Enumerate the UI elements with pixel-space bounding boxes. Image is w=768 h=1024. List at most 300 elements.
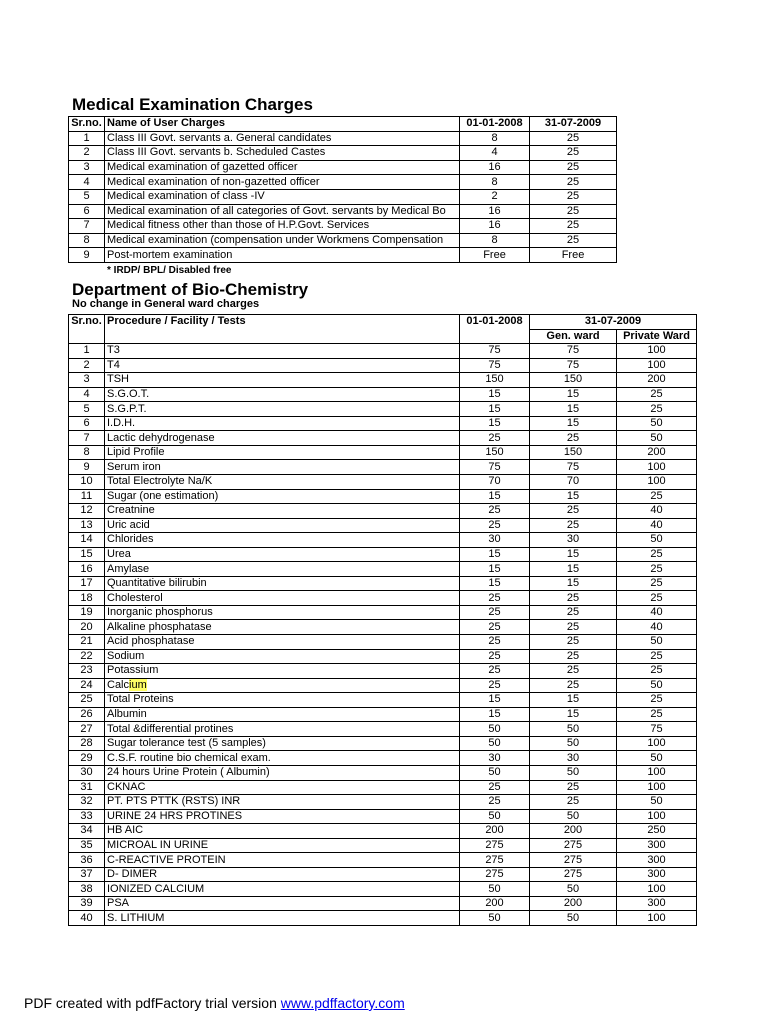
rate-2008-cell: 200 <box>460 896 530 911</box>
test-name-cell: Serum iron <box>105 460 460 475</box>
rate-2008-cell: 150 <box>460 373 530 388</box>
table-row <box>69 707 697 722</box>
sr-no-cell: 24 <box>69 678 105 693</box>
table-row <box>69 896 697 911</box>
table-row <box>69 678 697 693</box>
rate-2009-cell: 25 <box>530 160 617 175</box>
rate-2008-cell: 25 <box>460 431 530 446</box>
gen-ward-rate-cell: 25 <box>530 780 617 795</box>
test-name-cell: URINE 24 HRS PROTINES <box>105 809 460 824</box>
gen-ward-rate-cell: 25 <box>530 620 617 635</box>
table-row <box>69 358 697 373</box>
header-date-2008: 01-01-2008 <box>460 315 530 344</box>
charge-name-cell: Medical examination (compensation under Workmens Compensation <box>105 233 460 248</box>
gen-ward-rate-cell: 15 <box>530 547 617 562</box>
rate-2008-cell: 30 <box>460 751 530 766</box>
table-row <box>69 248 617 263</box>
rate-2008-cell: 50 <box>460 736 530 751</box>
gen-ward-rate-cell: 25 <box>530 431 617 446</box>
rate-2008-cell: 25 <box>460 649 530 664</box>
gen-ward-rate-cell: 25 <box>530 795 617 810</box>
private-ward-rate-cell: 40 <box>617 504 697 519</box>
sr-no-cell: 12 <box>69 504 105 519</box>
table-row <box>69 867 697 882</box>
test-name-cell: Sugar (one estimation) <box>105 489 460 504</box>
sr-no-cell: 6 <box>69 416 105 431</box>
table-row <box>69 131 617 146</box>
rate-2008-cell: 50 <box>460 722 530 737</box>
charge-name-cell: Class III Govt. servants a. General candidates <box>105 131 460 146</box>
test-name-cell: Potassium <box>105 664 460 679</box>
table-row <box>69 445 697 460</box>
table-row <box>69 780 697 795</box>
biochemistry-title: Department of Bio-Chemistry <box>72 280 309 299</box>
gen-ward-rate-cell: 15 <box>530 693 617 708</box>
table-header-row <box>69 117 617 132</box>
charge-name-cell: Medical examination of non-gazetted officer <box>105 175 460 190</box>
table-row <box>69 809 697 824</box>
table-row <box>69 736 697 751</box>
private-ward-rate-cell: 50 <box>617 751 697 766</box>
sr-no-cell: 35 <box>69 838 105 853</box>
sr-no-cell: 9 <box>69 248 105 263</box>
sr-no-cell: 5 <box>69 189 105 204</box>
private-ward-rate-cell: 40 <box>617 620 697 635</box>
table-row <box>69 751 697 766</box>
rate-2008-cell: 8 <box>460 175 530 190</box>
private-ward-rate-cell: 100 <box>617 911 697 926</box>
biochemistry-subtitle: No change in General ward charges <box>72 298 260 310</box>
test-name-cell: PSA <box>105 896 460 911</box>
test-name-cell: I.D.H. <box>105 416 460 431</box>
charge-name-cell: Medical examination of all categories of Govt. servants by Medical Bo <box>105 204 460 219</box>
table-row <box>69 911 697 926</box>
gen-ward-rate-cell: 30 <box>530 751 617 766</box>
rate-2009-cell: 25 <box>530 219 617 234</box>
private-ward-rate-cell: 50 <box>617 635 697 650</box>
test-name-cell: Alkaline phosphatase <box>105 620 460 635</box>
private-ward-rate-cell: 50 <box>617 678 697 693</box>
private-ward-rate-cell: 100 <box>617 765 697 780</box>
gen-ward-rate-cell: 25 <box>530 664 617 679</box>
rate-2008-cell: 16 <box>460 160 530 175</box>
table-row <box>69 591 697 606</box>
rate-2008-cell: 8 <box>460 131 530 146</box>
table-row <box>69 146 617 161</box>
table-row <box>69 504 697 519</box>
header-date-2008: 01-01-2008 <box>460 117 530 132</box>
table-row <box>69 664 697 679</box>
rate-2008-cell: 15 <box>460 489 530 504</box>
test-name-cell: Lactic dehydrogenase <box>105 431 460 446</box>
test-name-cell: T4 <box>105 358 460 373</box>
private-ward-rate-cell: 25 <box>617 547 697 562</box>
gen-ward-rate-cell: 25 <box>530 678 617 693</box>
rate-2008-cell: 15 <box>460 576 530 591</box>
test-name-cell <box>105 678 460 693</box>
sr-no-cell: 10 <box>69 475 105 490</box>
sr-no-cell: 8 <box>69 445 105 460</box>
table-row <box>69 489 697 504</box>
private-ward-rate-cell: 100 <box>617 475 697 490</box>
table-row <box>69 824 697 839</box>
test-name-cell: Inorganic phosphorus <box>105 605 460 620</box>
sr-no-cell: 18 <box>69 591 105 606</box>
rate-2008-cell: 275 <box>460 853 530 868</box>
private-ward-rate-cell: 200 <box>617 445 697 460</box>
header-private-ward: Private Ward <box>617 329 697 344</box>
sr-no-cell: 2 <box>69 358 105 373</box>
header-date-2009: 31-07-2009 <box>530 315 697 330</box>
rate-2008-cell: 75 <box>460 358 530 373</box>
rate-2008-cell: 200 <box>460 824 530 839</box>
medical-charges-title: Medical Examination Charges <box>72 95 313 114</box>
sr-no-cell: 15 <box>69 547 105 562</box>
gen-ward-rate-cell: 50 <box>530 722 617 737</box>
sr-no-cell: 20 <box>69 620 105 635</box>
gen-ward-rate-cell: 25 <box>530 605 617 620</box>
test-name-cell: Sodium <box>105 649 460 664</box>
table-header-row <box>69 315 697 330</box>
charge-name-cell: Medical fitness other than those of H.P.Govt. Services <box>105 219 460 234</box>
table-row <box>69 853 697 868</box>
table-row <box>69 649 697 664</box>
gen-ward-rate-cell: 25 <box>530 635 617 650</box>
sr-no-cell: 30 <box>69 765 105 780</box>
table-row <box>69 431 697 446</box>
table-row <box>69 635 697 650</box>
test-name-cell: Total Proteins <box>105 693 460 708</box>
gen-ward-rate-cell: 150 <box>530 445 617 460</box>
rate-2008-cell: 50 <box>460 809 530 824</box>
rate-2008-cell: 16 <box>460 204 530 219</box>
sr-no-cell: 29 <box>69 751 105 766</box>
rate-2009-cell: 25 <box>530 175 617 190</box>
sr-no-cell: 34 <box>69 824 105 839</box>
gen-ward-rate-cell: 75 <box>530 358 617 373</box>
sr-no-cell: 1 <box>69 344 105 359</box>
private-ward-rate-cell: 100 <box>617 780 697 795</box>
rate-2009-cell: 25 <box>530 204 617 219</box>
test-name-cell: C.S.F. routine bio chemical exam. <box>105 751 460 766</box>
private-ward-rate-cell: 100 <box>617 736 697 751</box>
gen-ward-rate-cell: 50 <box>530 882 617 897</box>
private-ward-rate-cell: 300 <box>617 896 697 911</box>
test-name-cell: D- DIMER <box>105 867 460 882</box>
table-row <box>69 189 617 204</box>
rate-2008-cell: 25 <box>460 504 530 519</box>
table-row <box>69 402 697 417</box>
gen-ward-rate-cell: 25 <box>530 518 617 533</box>
rate-2008-cell: 25 <box>460 620 530 635</box>
test-name-cell: Uric acid <box>105 518 460 533</box>
gen-ward-rate-cell: 50 <box>530 736 617 751</box>
table-row <box>69 175 617 190</box>
table-row <box>69 765 697 780</box>
table-row <box>69 160 617 175</box>
rate-2008-cell: 30 <box>460 533 530 548</box>
footnote-free-categories: * IRDP/ BPL/ Disabled free <box>107 265 232 276</box>
test-name-cell: Urea <box>105 547 460 562</box>
private-ward-rate-cell: 50 <box>617 795 697 810</box>
header-date-2009: 31-07-2009 <box>530 117 617 132</box>
rate-2008-cell: 25 <box>460 664 530 679</box>
test-name-cell: 24 hours Urine Protein ( Albumin) <box>105 765 460 780</box>
pdf-footer <box>24 994 405 1012</box>
rate-2008-cell: 25 <box>460 780 530 795</box>
table-row <box>69 605 697 620</box>
sr-no-cell: 23 <box>69 664 105 679</box>
gen-ward-rate-cell: 25 <box>530 591 617 606</box>
table-row <box>69 562 697 577</box>
private-ward-rate-cell: 25 <box>617 649 697 664</box>
rate-2008-cell: 50 <box>460 882 530 897</box>
test-name-part: Calc <box>107 678 130 691</box>
private-ward-rate-cell: 25 <box>617 387 697 402</box>
rate-2008-cell: 75 <box>460 460 530 475</box>
rate-2008-cell: 275 <box>460 867 530 882</box>
sr-no-cell: 36 <box>69 853 105 868</box>
gen-ward-rate-cell: 50 <box>530 765 617 780</box>
private-ward-rate-cell: 25 <box>617 664 697 679</box>
test-name-cell: Albumin <box>105 707 460 722</box>
gen-ward-rate-cell: 15 <box>530 402 617 417</box>
table-row <box>69 722 697 737</box>
rate-2008-cell: Free <box>460 248 530 263</box>
gen-ward-rate-cell: 50 <box>530 911 617 926</box>
gen-ward-rate-cell: 15 <box>530 576 617 591</box>
private-ward-rate-cell: 25 <box>617 402 697 417</box>
sr-no-cell: 4 <box>69 387 105 402</box>
private-ward-rate-cell: 50 <box>617 533 697 548</box>
rate-2009-cell: 25 <box>530 233 617 248</box>
sr-no-cell: 32 <box>69 795 105 810</box>
test-name-cell: T3 <box>105 344 460 359</box>
footer-text: PDF created with pdfFactory trial version <box>24 995 281 1011</box>
rate-2008-cell: 15 <box>460 547 530 562</box>
pdffactory-link[interactable]: www.pdffactory.com <box>280 995 405 1011</box>
sr-no-cell: 40 <box>69 911 105 926</box>
private-ward-rate-cell: 25 <box>617 489 697 504</box>
test-name-cell: Amylase <box>105 562 460 577</box>
biochemistry-table <box>68 314 697 926</box>
rate-2008-cell: 50 <box>460 765 530 780</box>
sr-no-cell: 9 <box>69 460 105 475</box>
gen-ward-rate-cell: 15 <box>530 387 617 402</box>
sr-no-cell: 6 <box>69 204 105 219</box>
gen-ward-rate-cell: 70 <box>530 475 617 490</box>
private-ward-rate-cell: 50 <box>617 431 697 446</box>
rate-2009-cell: Free <box>530 248 617 263</box>
private-ward-rate-cell: 100 <box>617 344 697 359</box>
private-ward-rate-cell: 25 <box>617 591 697 606</box>
private-ward-rate-cell: 200 <box>617 373 697 388</box>
sr-no-cell: 38 <box>69 882 105 897</box>
gen-ward-rate-cell: 30 <box>530 533 617 548</box>
gen-ward-rate-cell: 275 <box>530 867 617 882</box>
test-name-cell: Chlorides <box>105 533 460 548</box>
sr-no-cell: 14 <box>69 533 105 548</box>
sr-no-cell: 33 <box>69 809 105 824</box>
sr-no-cell: 37 <box>69 867 105 882</box>
test-name-cell: Acid phosphatase <box>105 635 460 650</box>
table-row <box>69 219 617 234</box>
gen-ward-rate-cell: 275 <box>530 838 617 853</box>
header-sr-no: Sr.no. <box>69 315 105 344</box>
table-row <box>69 547 697 562</box>
test-name-cell: Quantitative bilirubin <box>105 576 460 591</box>
gen-ward-rate-cell: 25 <box>530 504 617 519</box>
private-ward-rate-cell: 25 <box>617 693 697 708</box>
sr-no-cell: 26 <box>69 707 105 722</box>
rate-2008-cell: 150 <box>460 445 530 460</box>
rate-2008-cell: 15 <box>460 402 530 417</box>
private-ward-rate-cell: 25 <box>617 562 697 577</box>
rate-2008-cell: 50 <box>460 911 530 926</box>
sr-no-cell: 2 <box>69 146 105 161</box>
private-ward-rate-cell: 250 <box>617 824 697 839</box>
gen-ward-rate-cell: 75 <box>530 460 617 475</box>
private-ward-rate-cell: 100 <box>617 882 697 897</box>
table-row <box>69 475 697 490</box>
private-ward-rate-cell: 75 <box>617 722 697 737</box>
private-ward-rate-cell: 300 <box>617 838 697 853</box>
private-ward-rate-cell: 300 <box>617 853 697 868</box>
charge-name-cell: Class III Govt. servants b. Scheduled Castes <box>105 146 460 161</box>
private-ward-rate-cell: 40 <box>617 518 697 533</box>
test-name-cell: Total Electrolyte Na/K <box>105 475 460 490</box>
test-name-cell: S.G.O.T. <box>105 387 460 402</box>
charge-name-cell: Post-mortem examination <box>105 248 460 263</box>
rate-2008-cell: 25 <box>460 591 530 606</box>
sr-no-cell: 31 <box>69 780 105 795</box>
table-row <box>69 518 697 533</box>
test-name-cell: Cholesterol <box>105 591 460 606</box>
header-sr-no: Sr.no. <box>69 117 105 132</box>
gen-ward-rate-cell: 25 <box>530 649 617 664</box>
table-row <box>69 693 697 708</box>
table-row <box>69 373 697 388</box>
test-name-cell: Total &differential protines <box>105 722 460 737</box>
table-row <box>69 460 697 475</box>
test-name-cell: HB AIC <box>105 824 460 839</box>
test-name-cell: CKNAC <box>105 780 460 795</box>
private-ward-rate-cell: 100 <box>617 460 697 475</box>
header-gen-ward: Gen. ward <box>530 329 617 344</box>
rate-2008-cell: 25 <box>460 605 530 620</box>
sr-no-cell: 8 <box>69 233 105 248</box>
test-name-cell: C-REACTIVE PROTEIN <box>105 853 460 868</box>
rate-2009-cell: 25 <box>530 131 617 146</box>
sr-no-cell: 22 <box>69 649 105 664</box>
test-name-cell: IONIZED CALCIUM <box>105 882 460 897</box>
test-name-cell: S. LITHIUM <box>105 911 460 926</box>
rate-2008-cell: 15 <box>460 707 530 722</box>
table-row <box>69 233 617 248</box>
private-ward-rate-cell: 50 <box>617 416 697 431</box>
gen-ward-rate-cell: 15 <box>530 707 617 722</box>
table-row <box>69 838 697 853</box>
test-name-cell: TSH <box>105 373 460 388</box>
gen-ward-rate-cell: 75 <box>530 344 617 359</box>
sr-no-cell: 19 <box>69 605 105 620</box>
rate-2008-cell: 25 <box>460 678 530 693</box>
test-name-cell: Lipid Profile <box>105 445 460 460</box>
sr-no-cell: 3 <box>69 160 105 175</box>
table-row <box>69 416 697 431</box>
table-row <box>69 795 697 810</box>
rate-2008-cell: 15 <box>460 416 530 431</box>
private-ward-rate-cell: 100 <box>617 358 697 373</box>
sr-no-cell: 1 <box>69 131 105 146</box>
rate-2008-cell: 275 <box>460 838 530 853</box>
sr-no-cell: 5 <box>69 402 105 417</box>
sr-no-cell: 16 <box>69 562 105 577</box>
charge-name-cell: Medical examination of gazetted officer <box>105 160 460 175</box>
header-name-of-user-charges: Name of User Charges <box>105 117 460 132</box>
rate-2008-cell: 15 <box>460 387 530 402</box>
gen-ward-rate-cell: 15 <box>530 489 617 504</box>
test-name-cell: S.G.P.T. <box>105 402 460 417</box>
rate-2008-cell: 2 <box>460 189 530 204</box>
gen-ward-rate-cell: 15 <box>530 562 617 577</box>
sr-no-cell: 7 <box>69 431 105 446</box>
sr-no-cell: 25 <box>69 693 105 708</box>
rate-2008-cell: 8 <box>460 233 530 248</box>
sr-no-cell: 3 <box>69 373 105 388</box>
rate-2008-cell: 15 <box>460 693 530 708</box>
test-name-cell: MICROAL IN URINE <box>105 838 460 853</box>
private-ward-rate-cell: 25 <box>617 576 697 591</box>
rate-2008-cell: 4 <box>460 146 530 161</box>
gen-ward-rate-cell: 200 <box>530 896 617 911</box>
highlighted-text: ium <box>129 678 147 691</box>
gen-ward-rate-cell: 275 <box>530 853 617 868</box>
gen-ward-rate-cell: 200 <box>530 824 617 839</box>
rate-2008-cell: 25 <box>460 635 530 650</box>
sr-no-cell: 11 <box>69 489 105 504</box>
sr-no-cell: 4 <box>69 175 105 190</box>
test-name-cell: Sugar tolerance test (5 samples) <box>105 736 460 751</box>
table-row <box>69 620 697 635</box>
table-row <box>69 344 697 359</box>
sr-no-cell: 17 <box>69 576 105 591</box>
table-row <box>69 882 697 897</box>
sr-no-cell: 27 <box>69 722 105 737</box>
table-row <box>69 533 697 548</box>
test-name-cell: PT. PTS PTTK (RSTS) INR <box>105 795 460 810</box>
gen-ward-rate-cell: 150 <box>530 373 617 388</box>
table-row <box>69 387 697 402</box>
table-row <box>69 576 697 591</box>
sr-no-cell: 28 <box>69 736 105 751</box>
private-ward-rate-cell: 100 <box>617 809 697 824</box>
rate-2009-cell: 25 <box>530 189 617 204</box>
rate-2008-cell: 25 <box>460 518 530 533</box>
sr-no-cell: 39 <box>69 896 105 911</box>
test-name-cell: Creatnine <box>105 504 460 519</box>
private-ward-rate-cell: 40 <box>617 605 697 620</box>
private-ward-rate-cell: 25 <box>617 707 697 722</box>
charge-name-cell: Medical examination of class -IV <box>105 189 460 204</box>
private-ward-rate-cell: 300 <box>617 867 697 882</box>
rate-2008-cell: 16 <box>460 219 530 234</box>
sr-no-cell: 13 <box>69 518 105 533</box>
table-row <box>69 204 617 219</box>
rate-2008-cell: 15 <box>460 562 530 577</box>
rate-2008-cell: 70 <box>460 475 530 490</box>
gen-ward-rate-cell: 15 <box>530 416 617 431</box>
